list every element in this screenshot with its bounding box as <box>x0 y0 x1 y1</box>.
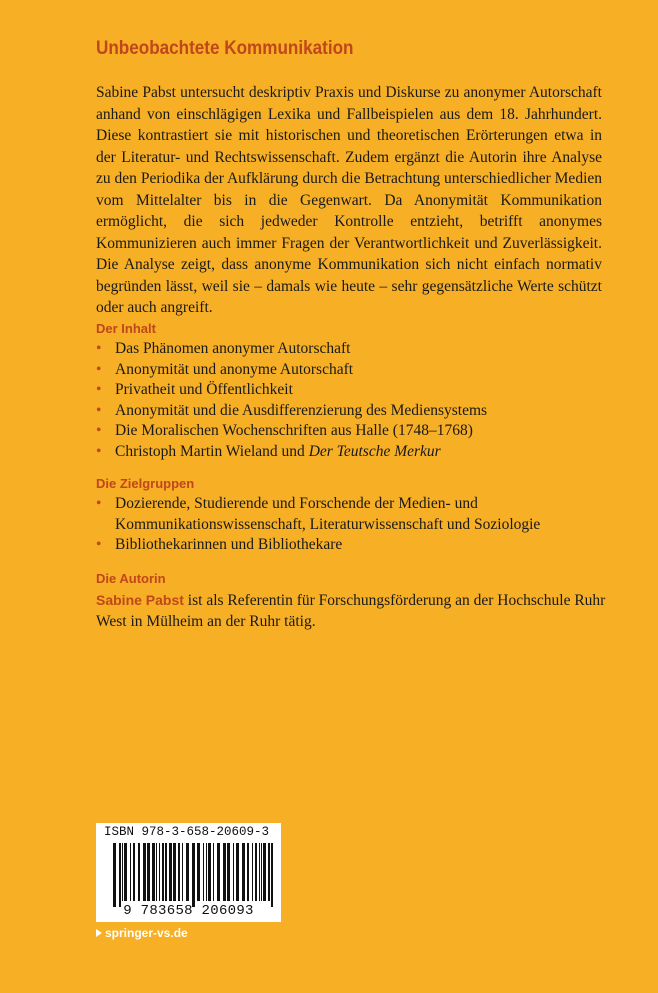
barcode-bar <box>178 843 180 901</box>
publisher-link[interactable]: springer-vs.de <box>96 926 188 940</box>
barcode-bar <box>169 843 172 901</box>
barcode-bar <box>138 843 140 901</box>
barcode-bar <box>223 843 226 901</box>
isbn-barcode <box>96 823 281 922</box>
arrow-right-icon <box>96 929 102 937</box>
barcode-bar <box>182 843 183 901</box>
barcode-bar <box>113 843 116 907</box>
barcode-bar <box>247 843 249 901</box>
bullet-icon: • <box>96 401 102 419</box>
page-title: Unbeobachtete Kommunikation <box>96 38 354 59</box>
barcode-bar <box>119 843 121 907</box>
contents-heading: Der Inhalt <box>96 321 156 336</box>
list-item: • Dozierende, Studierende und Forschende der Medien- und Kommunikationswissenschaft, Literaturwissenschaft und Soziologie <box>96 495 541 533</box>
list-item: • Bibliothekarinnen und Bibliothekare <box>96 535 606 556</box>
barcode-bar <box>186 843 189 901</box>
barcode-bar <box>130 843 131 901</box>
barcode-bar <box>165 843 167 901</box>
barcode-digits: 9 783658 206093 <box>123 903 254 919</box>
bullet-icon: • <box>96 442 102 460</box>
barcode-bar <box>263 843 266 901</box>
barcode-bar <box>159 843 160 901</box>
list-item: • Christoph Martin Wieland und Der Teutsche Merkur <box>96 442 606 463</box>
barcode-bar <box>122 843 123 901</box>
bullet-icon: • <box>96 360 102 378</box>
author-name: Sabine Pabst <box>96 592 184 608</box>
journal-title: Der Teutsche Merkur <box>308 442 441 460</box>
bullet-icon: • <box>96 422 102 439</box>
audience-heading: Die Zielgruppen <box>96 476 195 491</box>
barcode-bar <box>242 843 245 901</box>
barcode-bar <box>255 843 257 901</box>
barcode-bar <box>133 843 135 901</box>
barcode-bar <box>217 843 220 901</box>
barcode-bar <box>227 843 230 901</box>
barcode-bar <box>233 843 234 901</box>
bullet-icon: • <box>96 340 102 357</box>
author-bio: Sabine Pabst ist als Referentin für Forschungsförderung an der Hochschule Ruhr West in Mülheim an der Ruhr tätig. <box>96 592 606 630</box>
author-heading: Die Autorin <box>96 571 166 586</box>
barcode-bar <box>261 843 262 901</box>
barcode-bar <box>206 843 207 901</box>
bullet-icon: • <box>96 381 102 398</box>
barcode-bar <box>152 843 155 901</box>
list-item: • Anonymität und anonyme Autorschaft <box>96 360 606 381</box>
bullet-icon: • <box>96 495 102 512</box>
barcode-bar <box>259 843 260 901</box>
list-item: • Das Phänomen anonymer Autorschaft <box>96 339 606 360</box>
barcode-bar <box>268 843 270 901</box>
barcode-bar <box>124 843 127 901</box>
audience-list <box>96 494 606 556</box>
list-item: • Anonymität und die Ausdifferenzierung des Mediensystems <box>96 401 606 422</box>
list-item: • Privatheit und Öffentlichkeit <box>96 380 606 401</box>
barcode-bar <box>208 843 211 901</box>
abstract-paragraph: Sabine Pabst untersucht deskriptiv Praxis und Diskurse zu anonymer Autorschaft anhand von einschlägigen Lexika und Fallbeispielen aus dem 18. Jahrhundert. Diese kontrastiert sie mit historischen und theoretischen Erörterungen etwa in der Literatur- und Rechtswissenschaft. Zudem ergänzt die Autorin ihre Analyse zu den Periodika der Aufklärung durch die Betrachtung unterschiedlicher Medien vom Mittelalter bis in die Gegenwart. Da Anonymität Kommunikation ermöglicht, die sich jedweder Kontrolle entzieht, betrifft anonymes Kommunizieren auch immer Fragen der Verantwortlichkeit und Zuverlässigkeit. Die Analyse zeigt, dass anonyme Kommunikation sich nicht einfach normativ begründen lässt, weil sie – damals wie heute – sehr gegensätzliche Werte schützt oder auch angreift. <box>96 84 602 316</box>
bullet-icon: • <box>96 536 102 553</box>
barcode-bar <box>156 843 157 901</box>
barcode-bar <box>203 843 204 901</box>
barcode-bar <box>213 843 214 901</box>
barcode-bar <box>236 843 239 901</box>
contents-list <box>96 339 606 462</box>
barcode-bar <box>173 843 176 901</box>
barcode-bar <box>271 843 273 907</box>
barcode-bar <box>162 843 164 901</box>
barcode-bar <box>143 843 146 901</box>
barcode-bar <box>192 843 195 907</box>
barcode-bar <box>197 843 200 901</box>
isbn-label: ISBN 978-3-658-20609-3 <box>104 825 270 839</box>
list-item: • Die Moralischen Wochenschriften aus Halle (1748–1768) <box>96 421 606 442</box>
barcode-bar <box>147 843 150 901</box>
barcode-bar <box>252 843 253 901</box>
